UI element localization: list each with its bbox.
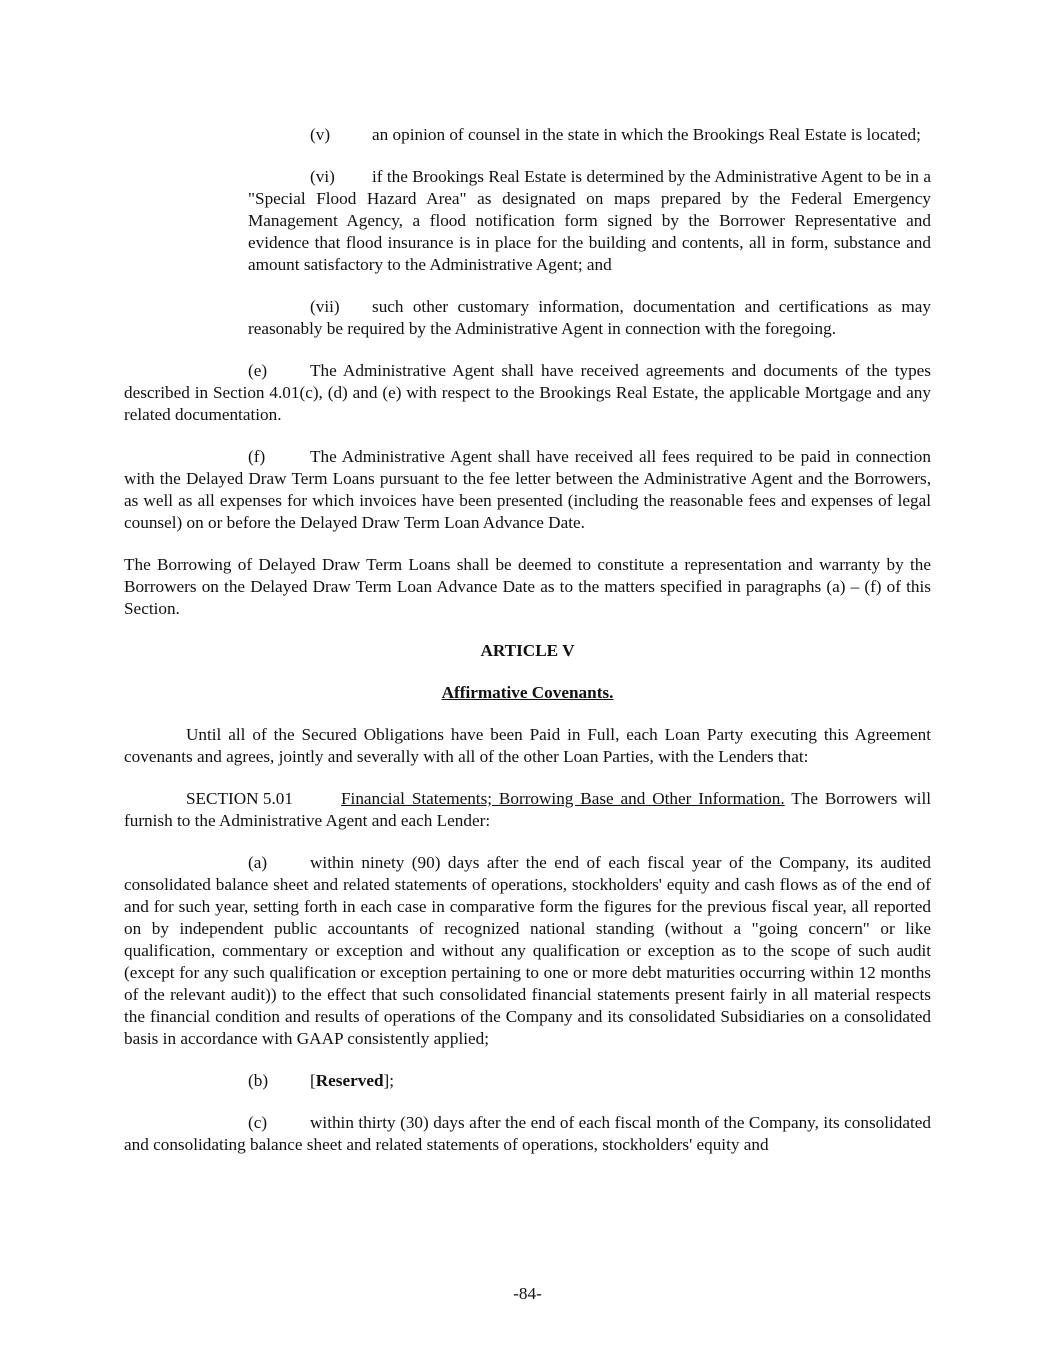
- clause-a-text: within ninety (90) days after the end of each fiscal year of the Company, its audited consolidated balance sheet and related statements of operations, stockholders' equity and cash flows as of the end of and for such year, setting forth in each case in comparative form the figures for the previous fiscal year, all reported on by independent public accountants of recognized national standing (without a "going concern" or like qualification, commentary or exception and without any qualification or exception as to the scope of such audit (except for any such qualification or exception pertaining to one or more debt maturities occurring within 12 months of the relevant audit)) to the effect that such consolidated financial statements present fairly in all material respects the financial condition and results of operations of the Company and its consolidated Subsidiaries on a consolidated basis in accordance with GAAP consistently applied;: [124, 853, 931, 1048]
- clause-a: [124, 852, 931, 1050]
- clause-a-number: (a): [248, 853, 268, 872]
- item-v: [248, 124, 931, 146]
- item-vi-number: (vi): [310, 167, 335, 186]
- item-vii: [248, 296, 931, 340]
- section-heading: Financial Statements; Borrowing Base and Other Information.: [341, 789, 785, 808]
- clause-b-bracket-close: ];: [383, 1071, 395, 1090]
- item-e-number: (e): [248, 361, 268, 380]
- clause-b-reserved: Reserved: [315, 1071, 384, 1090]
- section-text: The Borrowers will furnish to the Administrative Agent and each Lender:: [124, 789, 931, 830]
- page-number: -84-: [513, 1284, 542, 1303]
- item-e: [124, 360, 931, 426]
- intro-paragraph: Until all of the Secured Obligations have been Paid in Full, each Loan Party executing this Agreement covenants and agrees, jointly and severally with all of the other Loan Parties, with the Lenders that:: [124, 725, 931, 766]
- article-subtitle: Affirmative Covenants.: [441, 683, 614, 702]
- section-number: SECTION 5.01: [186, 789, 293, 808]
- item-f-text: The Administrative Agent shall have received all fees required to be paid in connection with the Delayed Draw Term Loans pursuant to the fee letter between the Administrative Agent and the Borrowers, as well as all expenses for which invoices have been presented (including the reasonable fees and expenses of legal counsel) on or before the Delayed Draw Term Loan Advance Date.: [124, 447, 931, 532]
- clause-c: [124, 1112, 931, 1156]
- item-v-text: an opinion of counsel in the state in which the Brookings Real Estate is located;: [372, 125, 921, 144]
- clause-b-number: (b): [248, 1071, 269, 1090]
- clause-b-bracket-open: [: [310, 1071, 316, 1090]
- borrowing-paragraph: The Borrowing of Delayed Draw Term Loans shall be deemed to constitute a representation and warranty by the Borrowers on the Delayed Draw Term Loan Advance Date as to the matters specified in paragraphs (a) – (f) of this Section.: [124, 555, 931, 618]
- item-e-text: The Administrative Agent shall have received agreements and documents of the types described in Section 4.01(c), (d) and (e) with respect to the Brookings Real Estate, the applicable Mortgage and any related documentation.: [124, 361, 931, 424]
- item-vii-text: such other customary information, documentation and certifications as may reasonably be required by the Administrative Agent in connection with the foregoing.: [248, 297, 931, 338]
- article-title: ARTICLE V: [480, 641, 575, 660]
- clause-b: [124, 1070, 931, 1092]
- item-f-number: (f): [248, 447, 266, 466]
- item-v-number: (v): [310, 125, 331, 144]
- section-5-01: [124, 788, 931, 832]
- clause-c-text: within thirty (30) days after the end of each fiscal month of the Company, its consolidated and consolidating balance sheet and related statements of operations, stockholders' equity and: [124, 1113, 931, 1154]
- item-vi-text: if the Brookings Real Estate is determined by the Administrative Agent to be in a "Special Flood Hazard Area" as designated on maps prepared by the Federal Emergency Management Agency, a flood notification form signed by the Borrower Representative and evidence that flood insurance is in place for the building and contents, all in form, substance and amount satisfactory to the Administrative Agent; and: [248, 167, 931, 274]
- item-vii-number: (vii): [310, 297, 340, 316]
- item-f: [124, 446, 931, 534]
- clause-c-number: (c): [248, 1113, 268, 1132]
- item-vi: [248, 166, 931, 276]
- document-page: [124, 124, 931, 1176]
